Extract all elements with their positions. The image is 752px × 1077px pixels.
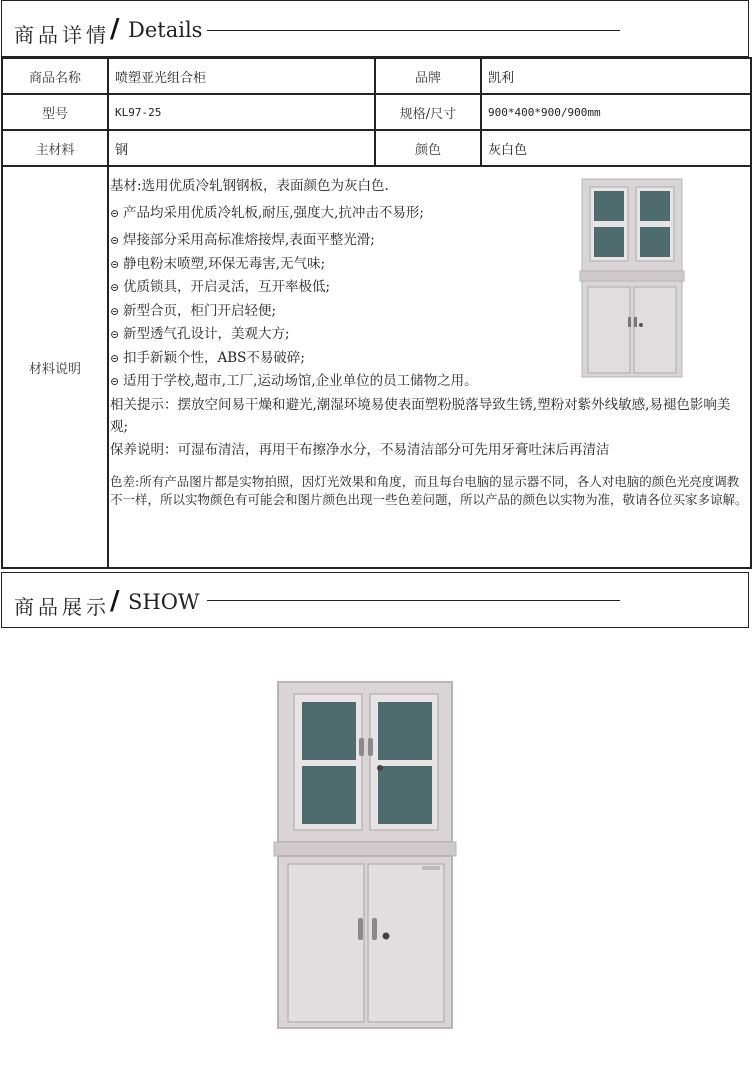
model-label: 型号 — [2, 94, 108, 130]
cabinet-product-image — [272, 678, 458, 1033]
material-value: 钢 — [108, 130, 375, 166]
details-title-rule — [207, 30, 620, 31]
size-label: 规格/尺寸 — [375, 94, 481, 130]
bullet-icon: ⊝ — [110, 257, 120, 271]
details-section-header — [1, 0, 749, 57]
bullet-icon: ⊝ — [110, 304, 120, 318]
bullet-icon: ⊝ — [110, 328, 120, 341]
color-label: 颜色 — [375, 130, 481, 166]
spec-row-material — [2, 130, 751, 166]
brand-value: 凯利 — [481, 58, 751, 94]
size-value: 900*400*900/900mm — [481, 94, 751, 130]
product-name-value: 喷塑亚光组合柜 — [108, 58, 375, 94]
cabinet-thumbnail-image — [578, 177, 686, 383]
description-label: 材料说明 — [2, 166, 108, 568]
bullet-item: ⊝ 扣手新颖个性，ABS不易破碎; — [110, 347, 748, 371]
spec-row-description — [2, 166, 751, 568]
bullet-item: ⊝ 优质锁具，开启灵活，互开率极低; — [110, 276, 748, 300]
spec-table — [1, 57, 752, 569]
bullet-item: ⊝ 产品均采用优质冷轧板,耐压,强度大,抗冲击不易形; — [110, 202, 748, 226]
show-section-header — [1, 572, 749, 628]
details-title-en: Details — [128, 18, 203, 42]
care-text: 保养说明：可湿布清洁，再用干布擦净水分，不易清洁部分可先用牙膏吐沫后再清洁 — [110, 441, 610, 458]
bullet-item: ⊝ 新型透气孔设计，美观大方; — [110, 323, 748, 347]
bullet-item: ⊝ 适用于学校,超市,工厂,运动场馆,企业单位的员工储物之用。 — [110, 370, 748, 394]
details-title-slash: / — [110, 14, 120, 44]
show-title-cn: 商品展示 — [14, 595, 110, 619]
show-title-slash: / — [110, 586, 120, 616]
bullet-item: ⊝ 新型合页，柜门开启轻便; — [110, 300, 748, 324]
show-title-rule — [207, 600, 620, 601]
tip-text: 相关提示：摆放空间易干燥和避光,潮湿环境易使表面塑粉脱落导致生锈,塑粉对紫外线敏感,易褪色影响美观; — [110, 396, 731, 435]
spec-row-name — [2, 58, 751, 94]
brand-label: 品牌 — [375, 58, 481, 94]
bullet-item: ⊝ 焊接部分采用高标准熔接焊,表面平整光滑; — [110, 229, 748, 253]
show-title-en: SHOW — [128, 590, 200, 614]
bullet-item: ⊝ 静电粉末喷塑,环保无毒害,无气味; — [110, 253, 748, 277]
bullet-icon: ⊝ — [110, 351, 120, 365]
model-value: KL97-25 — [108, 94, 375, 130]
bullet-icon: ⊝ — [110, 234, 120, 247]
bullet-icon: ⊝ — [110, 206, 120, 220]
bullet-icon: ⊝ — [110, 375, 120, 388]
color-note-text: 色差:所有产品图片都是实物拍照，因灯光效果和角度，而且每台电脑的显示器不同，各人对电脑的颜色光亮度调教不一样，所以实物颜色有可能会和图片颜色出现一些色差问题，所以产品的颜色以实物为准，敬请各位买家多谅解。 — [110, 474, 748, 507]
product-name-label: 商品名称 — [2, 58, 108, 94]
material-label: 主材料 — [2, 130, 108, 166]
color-value: 灰白色 — [481, 130, 751, 166]
details-title-cn: 商品详情 — [14, 23, 110, 47]
description-intro: 基材:选用优质冷轧钢钢板，表面颜色为灰白色. — [110, 178, 389, 194]
description-cell — [108, 166, 751, 568]
bullet-icon: ⊝ — [110, 281, 120, 294]
spec-row-model — [2, 94, 751, 130]
